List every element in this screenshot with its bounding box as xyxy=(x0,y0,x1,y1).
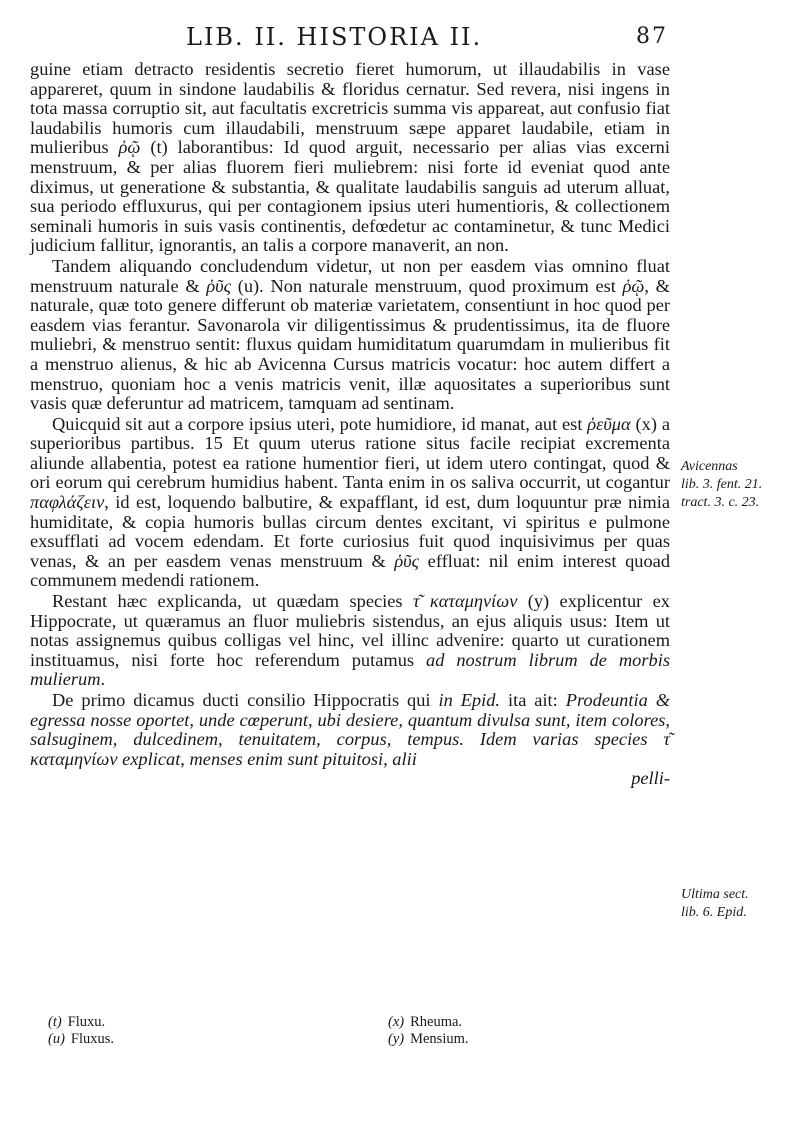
text-run: (u). Non naturale menstruum, quod proximum est xyxy=(231,275,623,296)
text-run: Restant hæc explicanda, ut quædam species xyxy=(52,591,413,612)
running-header xyxy=(28,20,668,54)
paragraph xyxy=(30,60,670,256)
margin-note-line: tract. 3. c. 23. xyxy=(681,495,760,510)
text-run: (y) explicentur ex Hippocrate, ut quæramus an fluor muliebris sistendus, an ejus aliquis usus: Item ut notas assignemus quibus colligas vel hinc, vel illinc advenire: quarto ut curationem instituamus, nisi forte hoc referendum putamus xyxy=(30,591,670,670)
greek-term: ῥῦς xyxy=(394,550,420,571)
text-run: De primo dicamus ducti consilio Hippocratis qui xyxy=(52,690,439,710)
text-run: ita ait: xyxy=(500,690,566,710)
italic-text: explicat, menses enim sunt pituitosi, alii xyxy=(117,748,417,769)
margin-note-line: Avicennas xyxy=(681,459,738,474)
text-run: Tandem aliquando concludendum videtur, ut non per easdem vias omnino fluat menstruum naturale & xyxy=(30,255,670,296)
greek-term: τ͂ καταμηνίων xyxy=(412,591,518,612)
text-run: effluat: nil enim interest quoad communem medendi rationem. xyxy=(30,550,671,591)
greek-term: ῥεῦμα xyxy=(587,413,631,434)
text-run: . xyxy=(100,669,106,690)
text-run: Quicquid sit aut a corpore ipsius uteri, pote humidiore, id manat, aut est xyxy=(52,413,588,434)
greek-term: ῥῷ xyxy=(118,137,141,158)
main-text-block xyxy=(30,60,670,789)
greek-term: τ͂ καταμηνίων xyxy=(30,729,670,769)
greek-term: ῥῦς xyxy=(206,275,232,296)
margin-note-line: lib. 6. Epid. xyxy=(681,905,747,920)
paragraph xyxy=(30,415,670,591)
catchword: pelli- xyxy=(631,768,670,789)
greek-term: ῥῷ xyxy=(622,275,645,296)
paragraph xyxy=(30,592,670,690)
greek-term: παφλάζειν xyxy=(30,492,105,513)
footnotes-left xyxy=(48,1014,308,1048)
italic-text: ad nostrum librum de morbis mulierum xyxy=(30,649,670,690)
italic-text: Prodeuntia & egressa nosse oportet, unde cœperunt, ubi desiere, quantum divulsa sunt, item colores, salsuginem, dulcedinem, tenuitatem, corpus, tempus. Idem varias species xyxy=(30,690,671,750)
footnotes-right xyxy=(388,1014,648,1048)
footnote: (t) Fluxu. xyxy=(48,1014,106,1030)
footnote: (x) Rheuma. xyxy=(388,1014,463,1030)
margin-note-line: lib. 3. fent. 21. xyxy=(681,477,763,492)
paragraph xyxy=(30,691,670,769)
footnote: (y) Mensium. xyxy=(388,1031,469,1047)
paragraph xyxy=(30,257,670,414)
text-run: guine etiam detracto residentis secretio fieret humorum, ut illaudabilis in vase appareret, quum in sindone laudabilis & floridus cernatur. Sed revera, nisi ingens in tota massa corruptio sit, aut facultatis excretricis summa vis appareat, aut confusio fiat laudabilis humoris cum illaudabili, menstruum sæpe apparet laudabile, etiam in mulieribus xyxy=(30,59,670,158)
text-run: (t) laborantibus: Id quod arguit, necessario per alias vias excerni menstruum, & per alias fluorem fieri muliebrem: nisi forte id eveniat quod ante diximus, ut generatione & substantia, & qualitate laudabilis sanguis ad uterum alluat, sua periodo effluxurus, qui per contagionem ipsius uteri humentioris, & collectionem seminali humoris in suis vasis continentis, defœdetur ac contaminetur, & tunc Medici judicium fallitur, ignorantis, an talis a corpore manaverit, an non. xyxy=(30,137,670,256)
margin-note-line: Ultima sect. xyxy=(681,887,749,902)
margin-note-epid xyxy=(681,886,796,922)
page-number: 87 xyxy=(636,24,668,49)
running-title: LIB. II. HISTORIA II. xyxy=(186,23,483,51)
margin-note-avicenna xyxy=(681,458,796,512)
text-run: , id est, loquendo balbutire, & expafflant, id est, dum loquuntur præ nimia humiditate, & copia humoris bullas circum dentes excitant, vi spiritus e pulmone exsufflati ad vocem edendam. Et forte curiosius fuit quod inquisivimus per quas venas, & an per easdem venas menstruum & xyxy=(30,492,670,571)
footnote: (u) Fluxus. xyxy=(48,1031,115,1047)
text-run: (x) a superioribus partibus. 15 Et quum uterus ratione situs facile recipiat excrementa aliunde allabentia, potest ea ratione humentior fieri, ut idem utero contingat, quod & ori eorum qui cerebrum humidius habent. Tanta enim in os saliva occurrit, ut cogantur xyxy=(30,413,670,493)
text-run: , & naturale, quæ toto genere differunt ob materiæ varietatem, consentiunt in hoc quod per easdem vias ferantur. Savonarola vir diligentissimus & prudentissimus, ita de fluore muliebri, & menstruo sentit: fluxus quidam humiditatum quarumdam in mulieribus fit a menstruo alienus, & hic ab Avicenna Cursus matricis vocatur: hoc autem differt a menstruo, quoniam hoc a venis matricis venit, illæ aquositates a superioribus sunt vasis quæ deferuntur ad matricem, tamquam ad sentinam. xyxy=(30,275,670,414)
italic-text: in Epid. xyxy=(438,690,501,710)
